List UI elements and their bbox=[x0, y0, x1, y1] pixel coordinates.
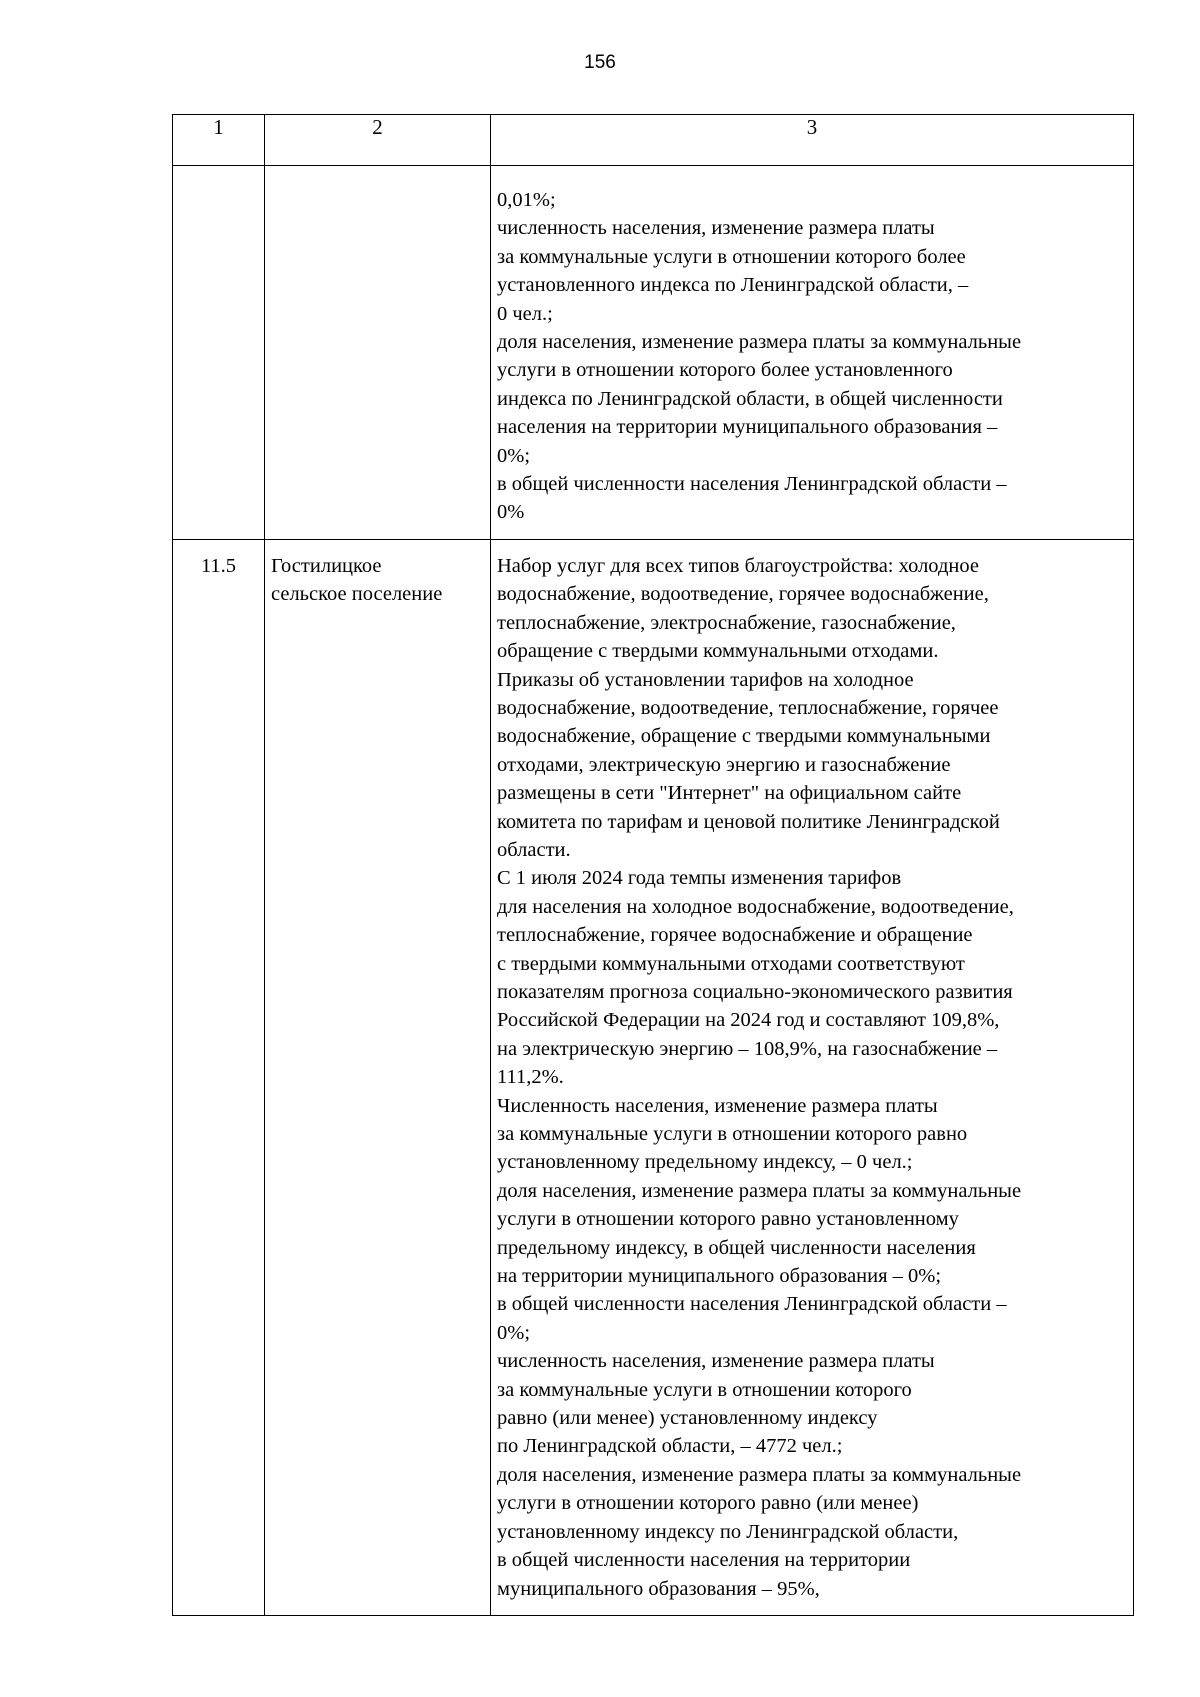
text-line: за коммунальные услуги в отношении которого bbox=[497, 1378, 912, 1401]
text-line: доля населения, изменение размера платы за коммунальные bbox=[497, 331, 1022, 354]
text-line: Российской Федерации на 2024 год и составляют 109,8%, bbox=[497, 1009, 1000, 1032]
row-number bbox=[173, 166, 264, 198]
text-line: области. bbox=[497, 838, 571, 861]
text-line: водоснабжение, водоотведение, теплоснабжение, горячее bbox=[497, 696, 999, 719]
text-line: С 1 июля 2024 года темпы изменения тарифов bbox=[497, 867, 902, 890]
text-line: доля населения, изменение размера платы за коммунальные bbox=[497, 1179, 1022, 1202]
row-name bbox=[265, 166, 490, 198]
row-name bbox=[265, 540, 490, 621]
text-line: по Ленинградской области, – 4772 чел.; bbox=[497, 1435, 843, 1458]
text-line: размещены в сети "Интернет" на официальном сайте bbox=[497, 782, 962, 805]
column-header-1: 1 bbox=[173, 115, 265, 166]
row-name-cell bbox=[265, 166, 491, 540]
text-line: комитета по тарифам и ценовой политике Ленинградской bbox=[497, 810, 1000, 833]
text-line: услуги в отношении которого более установленного bbox=[497, 359, 953, 382]
page-number: 156 bbox=[584, 52, 616, 73]
text-line: теплоснабжение, горячее водоснабжение и обращение bbox=[497, 924, 973, 947]
text-line: численность населения, изменение размера платы bbox=[497, 1350, 935, 1373]
text-line: сельское поселение bbox=[271, 583, 443, 606]
text-line: услуги в отношении которого равно установленному bbox=[497, 1208, 959, 1231]
table-header-row bbox=[173, 115, 1134, 166]
text-line: в общей численности населения Ленинградской области – bbox=[497, 1293, 1007, 1316]
text-line: на территории муниципального образования – 0%; bbox=[497, 1265, 942, 1288]
table-row bbox=[173, 539, 1134, 1615]
text-line: 0,01%; bbox=[497, 189, 556, 211]
text-line: 0%; bbox=[497, 1321, 531, 1344]
text-line: за коммунальные услуги в отношении которого равно bbox=[497, 1123, 968, 1145]
text-line: установленному индексу по Ленинградской области, bbox=[497, 1520, 959, 1543]
row-content-cell bbox=[491, 539, 1134, 1615]
text-line: 0% bbox=[497, 501, 525, 524]
text-line: Численность населения, изменение размера платы bbox=[497, 1094, 938, 1117]
row-number-cell bbox=[173, 166, 265, 540]
text-line: 0 чел.; bbox=[497, 302, 553, 325]
text-line: установленного индекса по Ленинградской области, – bbox=[497, 274, 969, 297]
text-line: в общей численности населения Ленинградской области – bbox=[497, 473, 1007, 496]
column-header-3: 3 bbox=[491, 115, 1134, 166]
text-line: водоснабжение, водоотведение, горячее водоснабжение, bbox=[497, 583, 989, 606]
text-line: за коммунальные услуги в отношении которого более bbox=[497, 245, 966, 268]
text-line: Гостилицкое bbox=[271, 554, 382, 577]
text-line: доля населения, изменение размера платы за коммунальные bbox=[497, 1463, 1022, 1486]
text-line: населения на территории муниципального образования – bbox=[497, 416, 998, 439]
row-content bbox=[491, 540, 1133, 1615]
text-line: равно (или менее) установленному индексу bbox=[497, 1407, 878, 1430]
table-row bbox=[173, 166, 1134, 540]
text-line: на электрическую энергию – 108,9%, на газоснабжение – bbox=[497, 1037, 998, 1060]
text-line: в общей численности населения на территории bbox=[497, 1549, 911, 1572]
row-number-cell bbox=[173, 539, 265, 1615]
text-line: с твердыми коммунальными отходами соответствуют bbox=[497, 952, 965, 975]
text-line: 111,2%. bbox=[497, 1066, 564, 1089]
text-line: обращение с твердыми коммунальными отходами. bbox=[497, 640, 939, 663]
text-line: Набор услуг для всех типов благоустройства: холодное bbox=[497, 554, 979, 577]
text-line: установленному предельному индексу, – 0 чел.; bbox=[497, 1151, 913, 1174]
text-line: предельному индексу, в общей численности населения bbox=[497, 1236, 976, 1259]
text-line: для населения на холодное водоснабжение, водоотведение, bbox=[497, 895, 1014, 918]
text-line: индекса по Ленинградской области, в общей численности bbox=[497, 387, 1003, 410]
text-line: муниципального образования – 95%, bbox=[497, 1577, 820, 1600]
row-name-cell bbox=[265, 539, 491, 1615]
data-table bbox=[172, 114, 1134, 1616]
text-line: Приказы об установлении тарифов на холодное bbox=[497, 668, 914, 691]
row-content-cell bbox=[491, 166, 1134, 540]
text-line: услуги в отношении которого равно (или менее) bbox=[497, 1492, 919, 1515]
text-line: водоснабжение, обращение с твердыми коммунальными bbox=[497, 725, 991, 748]
column-header-2: 2 bbox=[265, 115, 491, 166]
text-line: показателям прогноза социально-экономического развития bbox=[497, 980, 1013, 1003]
text-line: отходами, электрическую энергию и газоснабжение bbox=[497, 753, 951, 776]
row-content bbox=[491, 166, 1133, 539]
text-line: 0%; bbox=[497, 444, 531, 467]
text-line: численность населения, изменение размера платы bbox=[497, 217, 935, 240]
text-line: теплоснабжение, электроснабжение, газоснабжение, bbox=[497, 611, 956, 634]
row-number: 11.5 bbox=[200, 554, 237, 577]
